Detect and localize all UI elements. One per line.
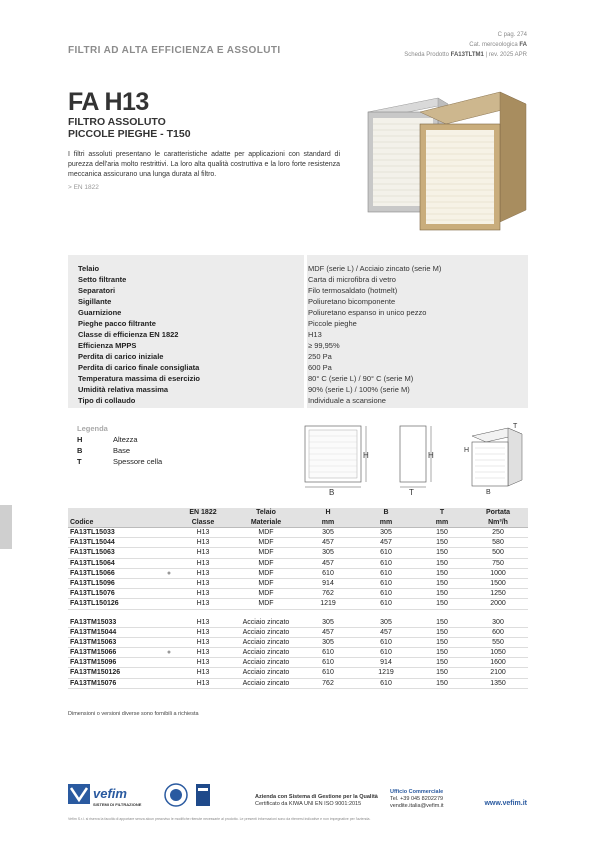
flow-cell: 250 (492, 529, 504, 536)
legend-key: H (77, 435, 83, 444)
spec-label: Telaio (78, 264, 100, 273)
code-cell: FA13TL150126 (70, 600, 119, 608)
office-title: Ufficio Commerciale (390, 789, 444, 795)
header-cell: EN 1822 (189, 509, 217, 516)
spec-row (78, 341, 518, 352)
footer-logos (68, 780, 218, 810)
code-cell: FA13TM15033 (70, 618, 117, 626)
document-meta (404, 30, 527, 60)
table-row (68, 538, 528, 548)
flow-cell: 600 (492, 628, 504, 636)
table-header-1 (68, 508, 528, 518)
class-cell: H13 (196, 638, 210, 646)
header-cell: mm (379, 519, 393, 526)
product-table (68, 508, 528, 689)
header-cell: Codice (70, 519, 94, 526)
spec-row (78, 264, 518, 275)
iso-t-label: T (513, 423, 518, 430)
header-cell: mm (435, 519, 449, 526)
certification-badge-icon (196, 784, 210, 806)
table-row (68, 548, 528, 558)
product-title: FA H13 (68, 88, 149, 116)
h-cell: 1219 (320, 600, 336, 608)
material-cell: Acciaio zincato (242, 618, 290, 626)
flow-cell: 1250 (490, 590, 506, 598)
h-cell: 610 (322, 649, 334, 657)
spec-label: Guarnizione (78, 308, 122, 317)
h-cell: 610 (322, 569, 334, 577)
section-title: FILTRI AD ALTA EFFICIENZA E ASSOLUTI (68, 45, 281, 56)
legend-title: Legenda (77, 424, 108, 433)
spec-value: 600 Pa (308, 363, 332, 372)
t-cell: 150 (436, 559, 448, 567)
spec-value: Poliuretano espanso in unico pezzo (308, 308, 427, 317)
b-cell: 610 (380, 679, 392, 687)
subtitle-line-2: PICCOLE PIEGHE - T150 (68, 128, 191, 140)
side-t-label: T (409, 488, 414, 497)
legend-item (77, 446, 197, 456)
logo-name: vefim (93, 786, 127, 801)
dimension-diagrams (300, 420, 530, 500)
code-cell: FA13TL15063 (70, 549, 115, 557)
table-row (68, 679, 528, 689)
spec-row (78, 374, 518, 385)
code-cell: FA13TM15044 (70, 628, 117, 636)
flow-cell: 750 (492, 559, 504, 567)
code-cell: FA13TL15096 (70, 579, 115, 587)
table-note: Dimensioni o versioni diverse sono fornibili a richiesta (68, 711, 199, 717)
t-cell: 150 (436, 539, 448, 547)
spec-value: MDF (serie L) / Acciaio zincato (serie M) (308, 264, 442, 273)
class-cell: H13 (196, 590, 210, 598)
code-cell: FA13TL15076 (70, 590, 115, 598)
t-cell: 150 (436, 628, 448, 636)
h-cell: 457 (322, 539, 334, 547)
b-cell: 610 (380, 579, 392, 587)
header-cell: Classe (191, 519, 215, 526)
b-cell: 457 (380, 539, 392, 547)
category-code: FA (519, 42, 527, 48)
t-cell: 150 (436, 529, 448, 536)
class-cell: H13 (196, 669, 210, 677)
flow-cell: 1350 (490, 679, 506, 687)
spec-row (78, 275, 518, 286)
b-cell: 610 (380, 559, 392, 567)
table-row (68, 668, 528, 678)
class-cell: H13 (196, 649, 210, 657)
material-cell: Acciaio zincato (242, 649, 290, 657)
iso-h-label: H (464, 447, 470, 454)
h-cell: 762 (322, 590, 334, 598)
header-cell: Portata (485, 509, 511, 516)
flow-cell: 1600 (490, 659, 506, 667)
spec-row (78, 385, 518, 396)
h-cell: 305 (322, 549, 334, 557)
table-row (68, 618, 528, 628)
table-row (68, 528, 528, 538)
spec-value: H13 (308, 330, 322, 339)
spec-value: Piccole pieghe (308, 319, 357, 328)
spec-row (78, 396, 518, 407)
h-cell: 305 (322, 638, 334, 646)
t-cell: 150 (436, 579, 448, 587)
front-h-label: H (363, 451, 369, 460)
table-row (68, 559, 528, 569)
norm-reference: > EN 1822 (68, 184, 99, 191)
spec-label: Temperatura massima di esercizio (78, 374, 200, 383)
b-cell: 305 (380, 529, 392, 536)
b-cell: 610 (380, 590, 392, 598)
flow-cell: 1000 (490, 569, 506, 577)
flow-cell: 300 (492, 618, 504, 626)
table-row (68, 628, 528, 638)
material-cell: MDF (258, 569, 274, 577)
spec-value: 90% (serie L) / 100% (serie M) (308, 385, 410, 394)
spec-value: 250 Pa (308, 352, 332, 361)
material-cell: MDF (258, 529, 274, 536)
header-cell: mm (321, 519, 335, 526)
code-cell: FA13TL15064 (70, 559, 115, 567)
side-h-label: H (428, 451, 434, 460)
front-view-diagram (305, 426, 369, 497)
header-cell: Materiale (250, 519, 282, 526)
h-cell: 610 (322, 669, 334, 677)
flow-cell: 500 (492, 549, 504, 557)
spec-row (78, 330, 518, 341)
legend-value: Base (113, 446, 131, 455)
iso-b-label: B (486, 489, 491, 496)
iso-view-diagram (464, 423, 522, 496)
material-cell: MDF (258, 590, 274, 598)
material-cell: MDF (258, 600, 274, 608)
spec-label: Perdita di carico iniziale (78, 352, 164, 361)
spec-label: Separatori (78, 286, 116, 295)
legal-notice: Vefim S.r.l. si riserva la facoltà di apportare senza alcun preavviso le modifiche ritenute necessarie al prodotto. Le presenti informazioni sono da ritenersi indicative e non impegnative per l'azienda. (68, 817, 371, 821)
material-cell: Acciaio zincato (242, 659, 290, 667)
side-tab (0, 505, 12, 549)
code-cell: FA13TM150126 (70, 669, 121, 677)
code-cell: FA13TL15033 (70, 529, 115, 536)
class-cell: H13 (196, 628, 210, 636)
h-cell: 457 (322, 559, 334, 567)
t-cell: 150 (436, 679, 448, 687)
table-row (68, 569, 528, 579)
logo-tagline: SISTEMI DI FILTRAZIONE (93, 802, 142, 807)
h-cell: 914 (322, 579, 334, 587)
legend-key: T (77, 457, 82, 466)
material-cell: Acciaio zincato (242, 669, 290, 677)
t-cell: 150 (436, 600, 448, 608)
header-cell: H (325, 509, 331, 516)
page-ref: C pag. 274 (497, 32, 527, 38)
spec-row (78, 352, 518, 363)
spec-label: Setto filtrante (78, 275, 127, 284)
header-cell: B (383, 509, 389, 516)
spec-label: Pieghe pacco filtrante (78, 319, 156, 328)
spec-row (78, 363, 518, 374)
category-label: Cat. merceologica (469, 42, 518, 48)
table-header-2 (68, 518, 528, 528)
cert-line-1: Azienda con Sistema di Gestione per la Qualità (255, 794, 378, 800)
header-cell: Telaio (256, 509, 276, 516)
t-cell: 150 (436, 659, 448, 667)
material-cell: MDF (258, 539, 274, 547)
flow-cell: 2000 (490, 600, 506, 608)
spec-value: Poliuretano bicomponente (308, 297, 396, 306)
table-row (68, 638, 528, 648)
product-subtitle (68, 116, 191, 140)
h-cell: 305 (322, 618, 334, 626)
spec-row (78, 297, 518, 308)
legend-key: B (77, 446, 83, 455)
b-cell: 457 (380, 628, 392, 636)
legend-value: Altezza (113, 435, 138, 444)
sheet-code: FA13TLTM1 (450, 52, 484, 58)
material-cell: MDF (258, 549, 274, 557)
h-cell: 305 (322, 529, 334, 536)
b-cell: 610 (380, 638, 392, 646)
spec-label: Sigillante (78, 297, 112, 306)
flow-cell: 580 (492, 539, 504, 547)
code-cell: FA13TM15063 (70, 638, 117, 646)
class-cell: H13 (196, 549, 210, 557)
spec-row (78, 286, 518, 297)
class-cell: H13 (196, 579, 210, 587)
b-cell: 610 (380, 549, 392, 557)
code-cell: FA13TM15066 (70, 649, 117, 657)
spec-label: Efficienza MPPS (78, 341, 137, 350)
office-phone: Tel. +39 045 8202279 (390, 796, 444, 802)
office-email[interactable]: vendite.italia@vefim.it (390, 803, 444, 809)
t-cell: 150 (436, 618, 448, 626)
class-cell: H13 (196, 618, 210, 626)
material-cell: MDF (258, 559, 274, 567)
header-cell: Nm³/h (488, 519, 508, 526)
material-cell: Acciaio zincato (242, 638, 290, 646)
product-description: I filtri assoluti presentano le caratteristiche adatte per applicazioni con standard di purezza dell'aria molto restrittivi. La loro alta qualità costruttiva e la loro forte resistenza meccanica assicurano una lunga durata al filtro. (68, 151, 340, 178)
spec-label: Tipo di collaudo (78, 396, 136, 405)
spec-value: Carta di microfibra di vetro (308, 275, 396, 284)
material-cell: MDF (258, 579, 274, 587)
b-cell: 1219 (378, 669, 394, 677)
material-cell: Acciaio zincato (242, 679, 290, 687)
spec-value: Filo termosaldato (hotmelt) (308, 286, 398, 295)
b-cell: 610 (380, 600, 392, 608)
class-cell: H13 (196, 529, 210, 536)
class-cell: H13 (196, 659, 210, 667)
table-row (68, 658, 528, 668)
cert-line-2: Certificato da KIWA UNI EN ISO 9001:2015 (255, 801, 362, 807)
kiwa-seal-icon (165, 784, 187, 806)
table-row (68, 579, 528, 589)
flow-cell: 2100 (490, 669, 506, 677)
header-cell: T (439, 509, 445, 516)
spec-label: Classe di efficienza EN 1822 (78, 330, 179, 339)
table-gap (68, 610, 528, 618)
b-cell: 610 (380, 649, 392, 657)
certification-text (255, 794, 378, 808)
stock-dot: ● (166, 649, 172, 657)
spec-label: Perdita di carico finale consigliata (78, 363, 200, 372)
code-cell: FA13TL15044 (70, 539, 115, 547)
t-cell: 150 (436, 569, 448, 577)
t-cell: 150 (436, 649, 448, 657)
spec-value: Individuale a scansione (308, 396, 386, 405)
side-view-diagram (400, 426, 434, 497)
table-row (68, 599, 528, 609)
class-cell: H13 (196, 679, 210, 687)
vefim-logo (68, 784, 142, 807)
spec-row (78, 308, 518, 319)
code-cell: FA13TL15066 (70, 569, 115, 577)
table-row (68, 589, 528, 599)
website-link[interactable]: www.vefim.it (484, 800, 527, 807)
class-cell: H13 (196, 600, 210, 608)
table-row (68, 648, 528, 658)
spec-value: ≥ 99,95% (308, 341, 340, 350)
t-cell: 150 (436, 669, 448, 677)
revision: | rev. 2025 APR (485, 52, 527, 58)
h-cell: 457 (322, 628, 334, 636)
code-cell: FA13TM15076 (70, 679, 117, 687)
spec-value: 80° C (serie L) / 90° C (serie M) (308, 374, 414, 383)
spec-label: Umidità relativa massima (78, 385, 169, 394)
legend-item (77, 457, 197, 467)
b-cell: 305 (380, 618, 392, 626)
class-cell: H13 (196, 569, 210, 577)
t-cell: 150 (436, 590, 448, 598)
flow-cell: 1050 (490, 649, 506, 657)
subtitle-line-1: FILTRO ASSOLUTO (68, 116, 166, 128)
h-cell: 610 (322, 659, 334, 667)
b-cell: 610 (380, 569, 392, 577)
flow-cell: 550 (492, 638, 504, 646)
specs-panel (68, 255, 528, 408)
sales-office (390, 789, 444, 810)
class-cell: H13 (196, 539, 210, 547)
front-b-label: B (329, 488, 335, 497)
class-cell: H13 (196, 559, 210, 567)
legend-value: Spessore cella (113, 457, 163, 466)
code-cell: FA13TM15096 (70, 659, 117, 667)
t-cell: 150 (436, 549, 448, 557)
product-photo (360, 82, 528, 234)
spec-row (78, 319, 518, 330)
flow-cell: 1500 (490, 579, 506, 587)
legend-item (77, 435, 197, 445)
material-cell: Acciaio zincato (242, 628, 290, 636)
sheet-label: Scheda Prodotto (404, 52, 449, 58)
h-cell: 762 (322, 679, 334, 687)
b-cell: 914 (380, 659, 392, 667)
t-cell: 150 (436, 638, 448, 646)
stock-dot: ● (166, 569, 172, 577)
